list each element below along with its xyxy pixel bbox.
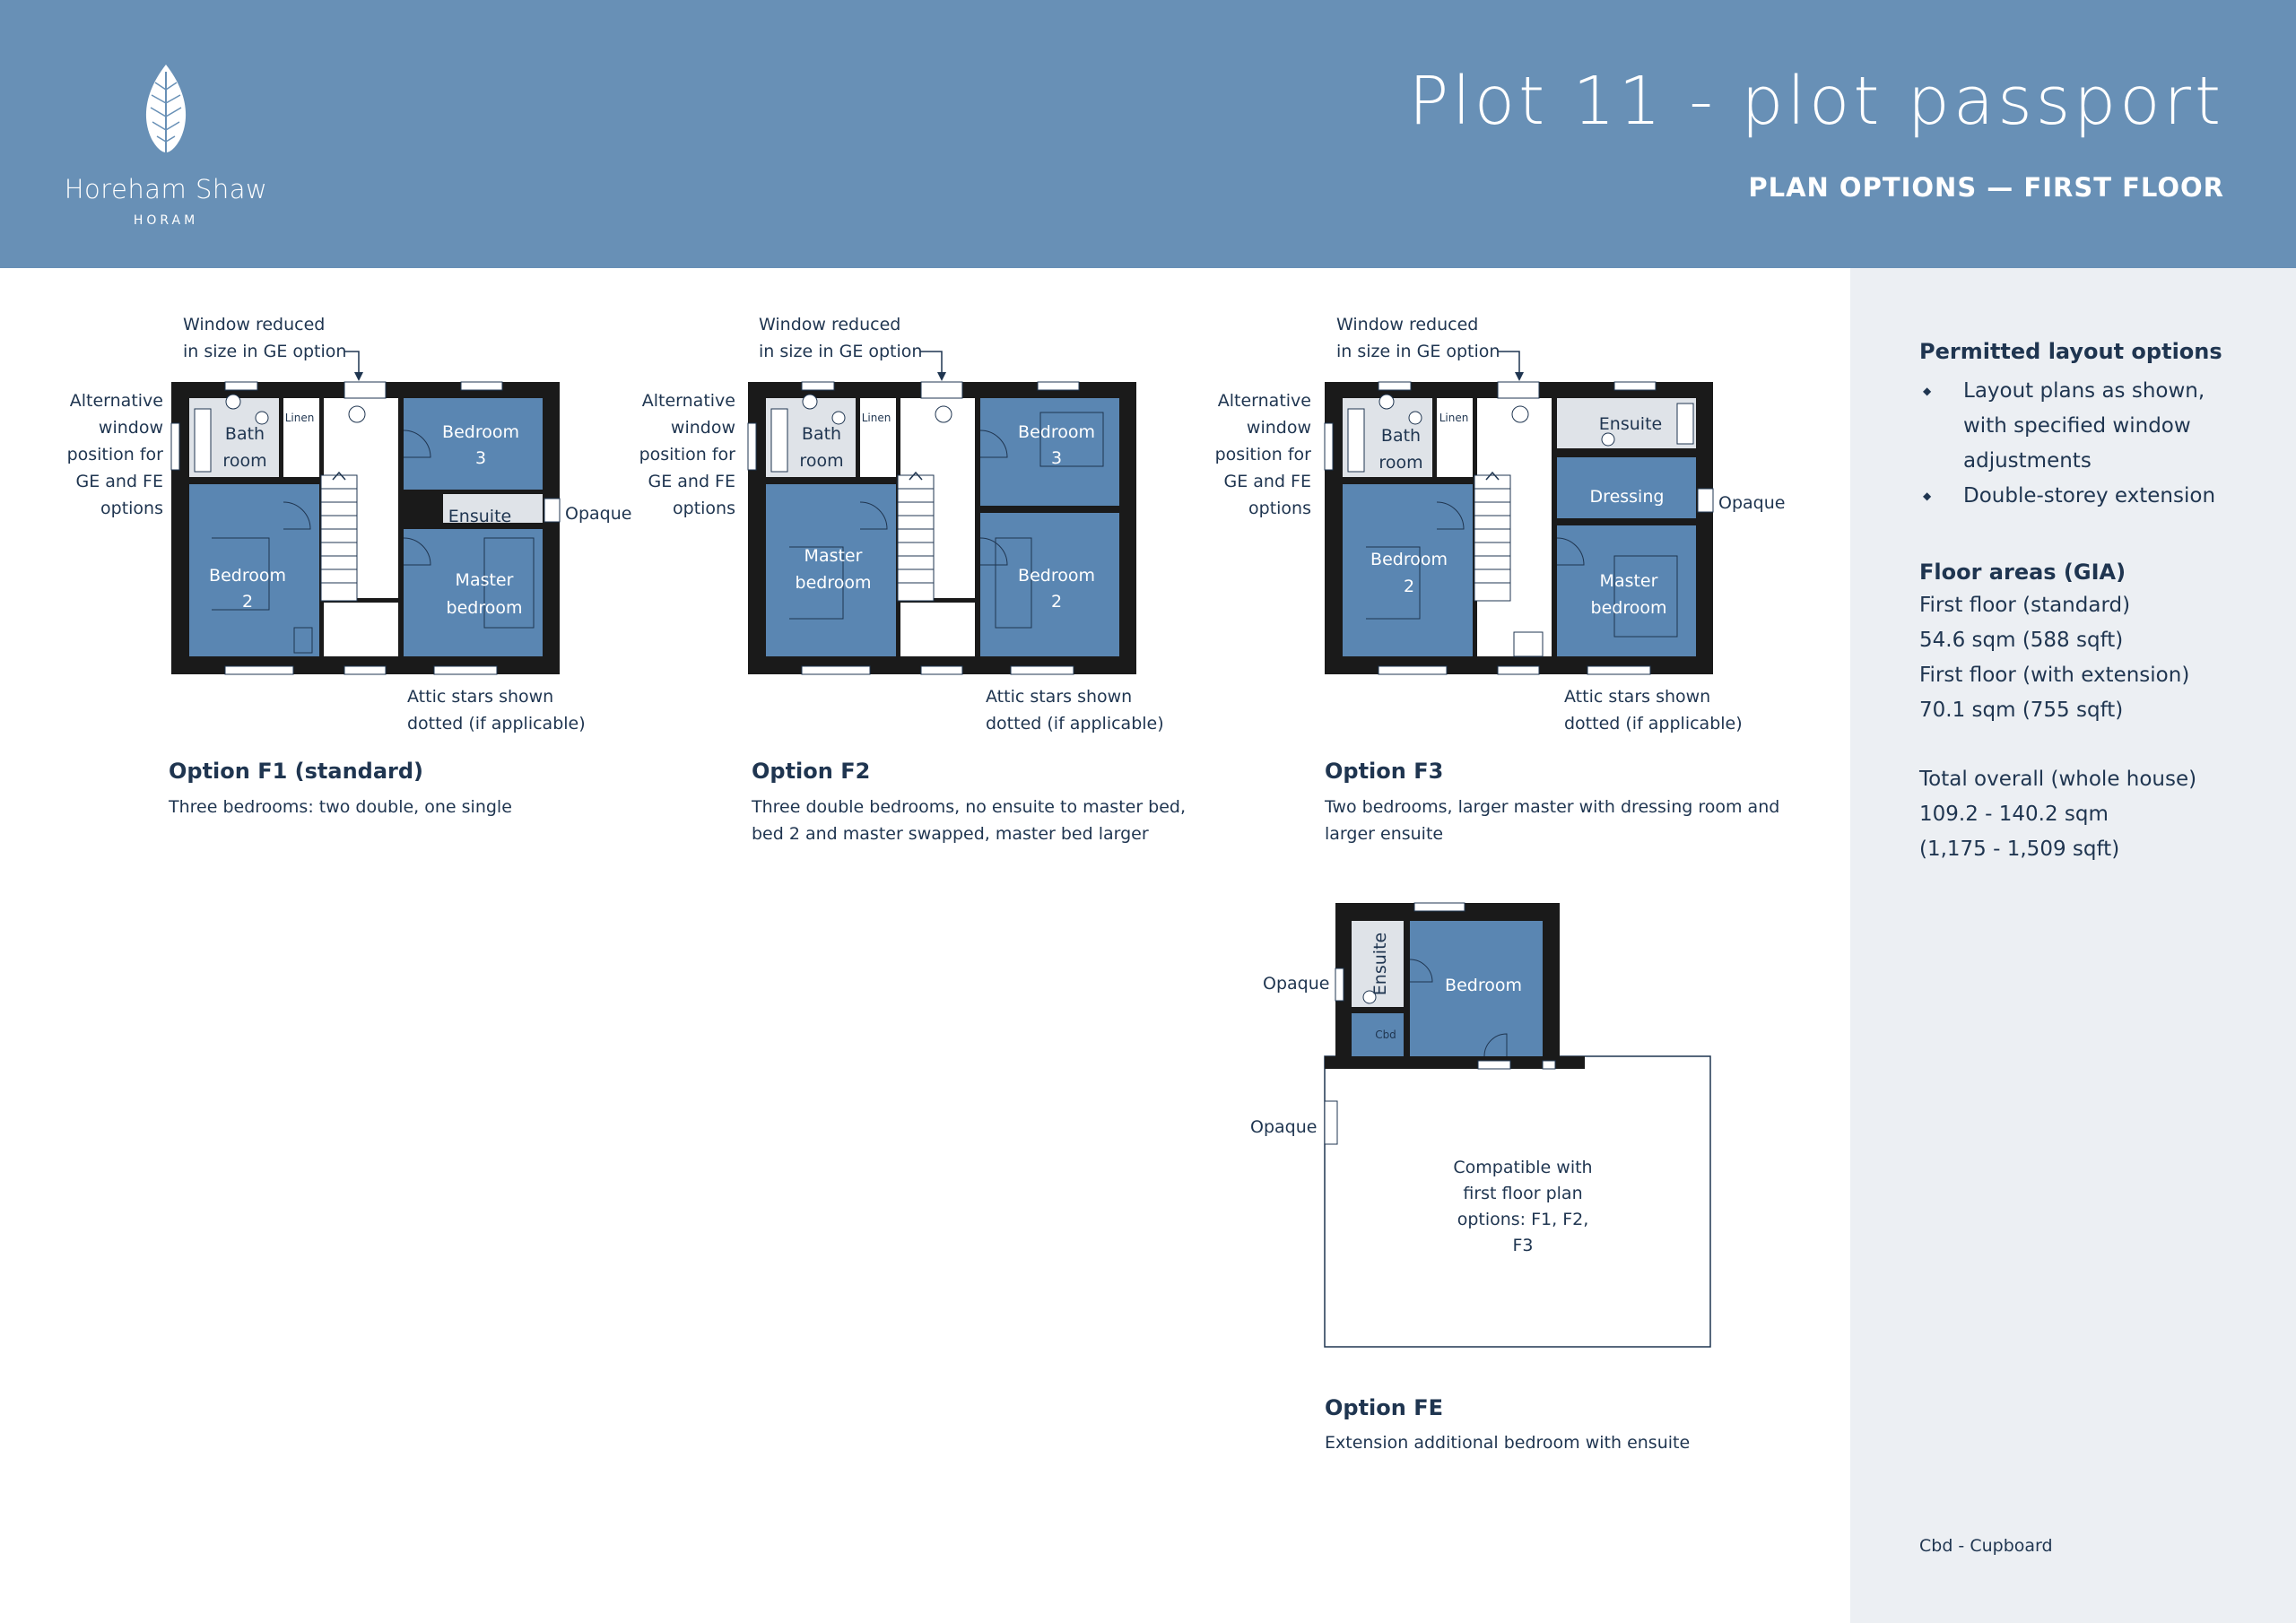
room-bedroom-2: Bedroom	[209, 566, 286, 586]
brand-logo	[63, 63, 269, 228]
floorplan-fe	[1318, 897, 1722, 1354]
room-linen: Linen	[284, 412, 315, 424]
room-linen: Linen	[861, 412, 891, 424]
alt-window-note: Alternative window position for GE and FE options	[66, 391, 163, 518]
compat-line: first floor plan	[1463, 1184, 1583, 1203]
room-bath: Bath	[1380, 426, 1422, 446]
room-ensuite: Ensuite	[448, 507, 512, 526]
room-bath-2: room	[799, 451, 844, 471]
attic-note: Attic stars shown dotted (if applicable)	[1564, 687, 1743, 733]
option-f3-desc: Two bedrooms, larger master with dressing room and larger ensuite	[1325, 797, 1780, 844]
window-reduced-note: Window reduced in size in GE option	[759, 315, 923, 361]
room-master-2: bedroom	[446, 598, 523, 618]
page-subtitle: PLAN OPTIONS — FIRST FLOOR	[1748, 172, 2224, 203]
permitted-heading: Permitted layout options	[1919, 339, 2222, 364]
room-bath-2: room	[222, 451, 267, 471]
brand-name: Horeham Shaw	[64, 174, 268, 204]
room-ensuite: Ensuite	[1598, 414, 1663, 434]
compat-line: options: F1, F2,	[1457, 1210, 1589, 1229]
room-bedroom-2: Bedroom	[1018, 566, 1095, 586]
total-text	[1919, 762, 2196, 867]
list-item: ◆ Double-storey extension	[1919, 479, 2224, 514]
opaque-note: Opaque	[1718, 493, 1786, 513]
room-ensuite: Ensuite	[1370, 932, 1390, 996]
floorplan-f2	[744, 336, 1148, 695]
room-bath: Bath	[801, 424, 842, 444]
total-line: 109.2 - 140.2 sqm	[1919, 803, 2109, 826]
room-master-2: bedroom	[1590, 598, 1667, 618]
window-reduced-note: Window reduced in size in GE option	[1336, 315, 1500, 361]
option-f2-title: Option F2	[752, 759, 871, 784]
room-bedroom-3-num: 3	[1050, 448, 1063, 468]
total-line: Total overall (whole house)	[1919, 768, 2197, 791]
attic-note: Attic stars shown dotted (if applicable)	[407, 687, 586, 733]
page-title: Plot 11 - plot passport	[1408, 63, 2224, 140]
window-reduced-note: Window reduced in size in GE option	[183, 315, 347, 361]
area-line: 70.1 sqm (755 sqft)	[1919, 699, 2124, 722]
compat-line: F3	[1512, 1236, 1534, 1255]
opaque-note: Opaque	[1250, 1117, 1318, 1137]
option-fe-desc: Extension additional bedroom with ensuite	[1325, 1433, 1691, 1453]
area-line: First floor (standard)	[1919, 594, 2131, 617]
option-f2-desc: Three double bedrooms, no ensuite to master bed, bed 2 and master swapped, master bed larger	[752, 797, 1187, 844]
alt-window-note: Alternative window position for GE and FE options	[1214, 391, 1311, 518]
opaque-note: Opaque	[565, 504, 632, 524]
option-fe-title: Option FE	[1325, 1395, 1443, 1420]
option-f1-title: Option F1 (standard)	[169, 759, 424, 784]
room-bath-2: room	[1378, 453, 1423, 473]
alt-window-note: Alternative window position for GE and FE options	[639, 391, 735, 518]
room-bedroom-2-num: 2	[1403, 577, 1415, 596]
attic-note: Attic stars shown dotted (if applicable)	[986, 687, 1164, 733]
opaque-note: Opaque	[1263, 974, 1330, 994]
compat-line: Compatible with	[1453, 1158, 1593, 1177]
room-cbd: Cbd	[1375, 1028, 1396, 1041]
room-bedroom-3: Bedroom	[1018, 422, 1095, 442]
brand-location: HORAM	[133, 213, 199, 228]
areas-heading: Floor areas (GIA)	[1919, 560, 2126, 585]
permitted-list	[1919, 374, 2224, 514]
list-item: ◆ Layout plans as shown, with specified window adjustments	[1919, 374, 2224, 479]
area-line: 54.6 sqm (588 sqft)	[1919, 629, 2124, 652]
room-bedroom-3: Bedroom	[442, 422, 519, 442]
room-bedroom-2: Bedroom	[1370, 550, 1448, 569]
option-f3-title: Option F3	[1325, 759, 1444, 784]
area-line: First floor (with extension)	[1919, 664, 2190, 687]
room-bedroom-3-num: 3	[474, 448, 487, 468]
areas-text	[1919, 588, 2189, 728]
room-master: Master	[1599, 571, 1658, 591]
room-bath: Bath	[224, 424, 265, 444]
footnote-cupboard: Cbd - Cupboard	[1919, 1536, 2053, 1556]
floorplan-f3	[1318, 336, 1722, 695]
header-banner	[0, 0, 2296, 268]
room-master-2: bedroom	[795, 573, 872, 593]
room-master: Master	[455, 570, 514, 590]
room-master: Master	[804, 546, 863, 566]
room-bedroom: Bedroom	[1445, 976, 1522, 995]
room-linen: Linen	[1439, 412, 1469, 424]
room-dressing: Dressing	[1589, 487, 1665, 507]
room-bedroom-2-num: 2	[1050, 592, 1063, 612]
total-line: (1,175 - 1,509 sqft)	[1919, 838, 2120, 861]
option-f1-desc: Three bedrooms: two double, one single	[169, 797, 512, 817]
floorplan-f1	[166, 336, 632, 695]
room-bedroom-2-num: 2	[241, 592, 254, 612]
leaf-icon	[139, 63, 193, 161]
